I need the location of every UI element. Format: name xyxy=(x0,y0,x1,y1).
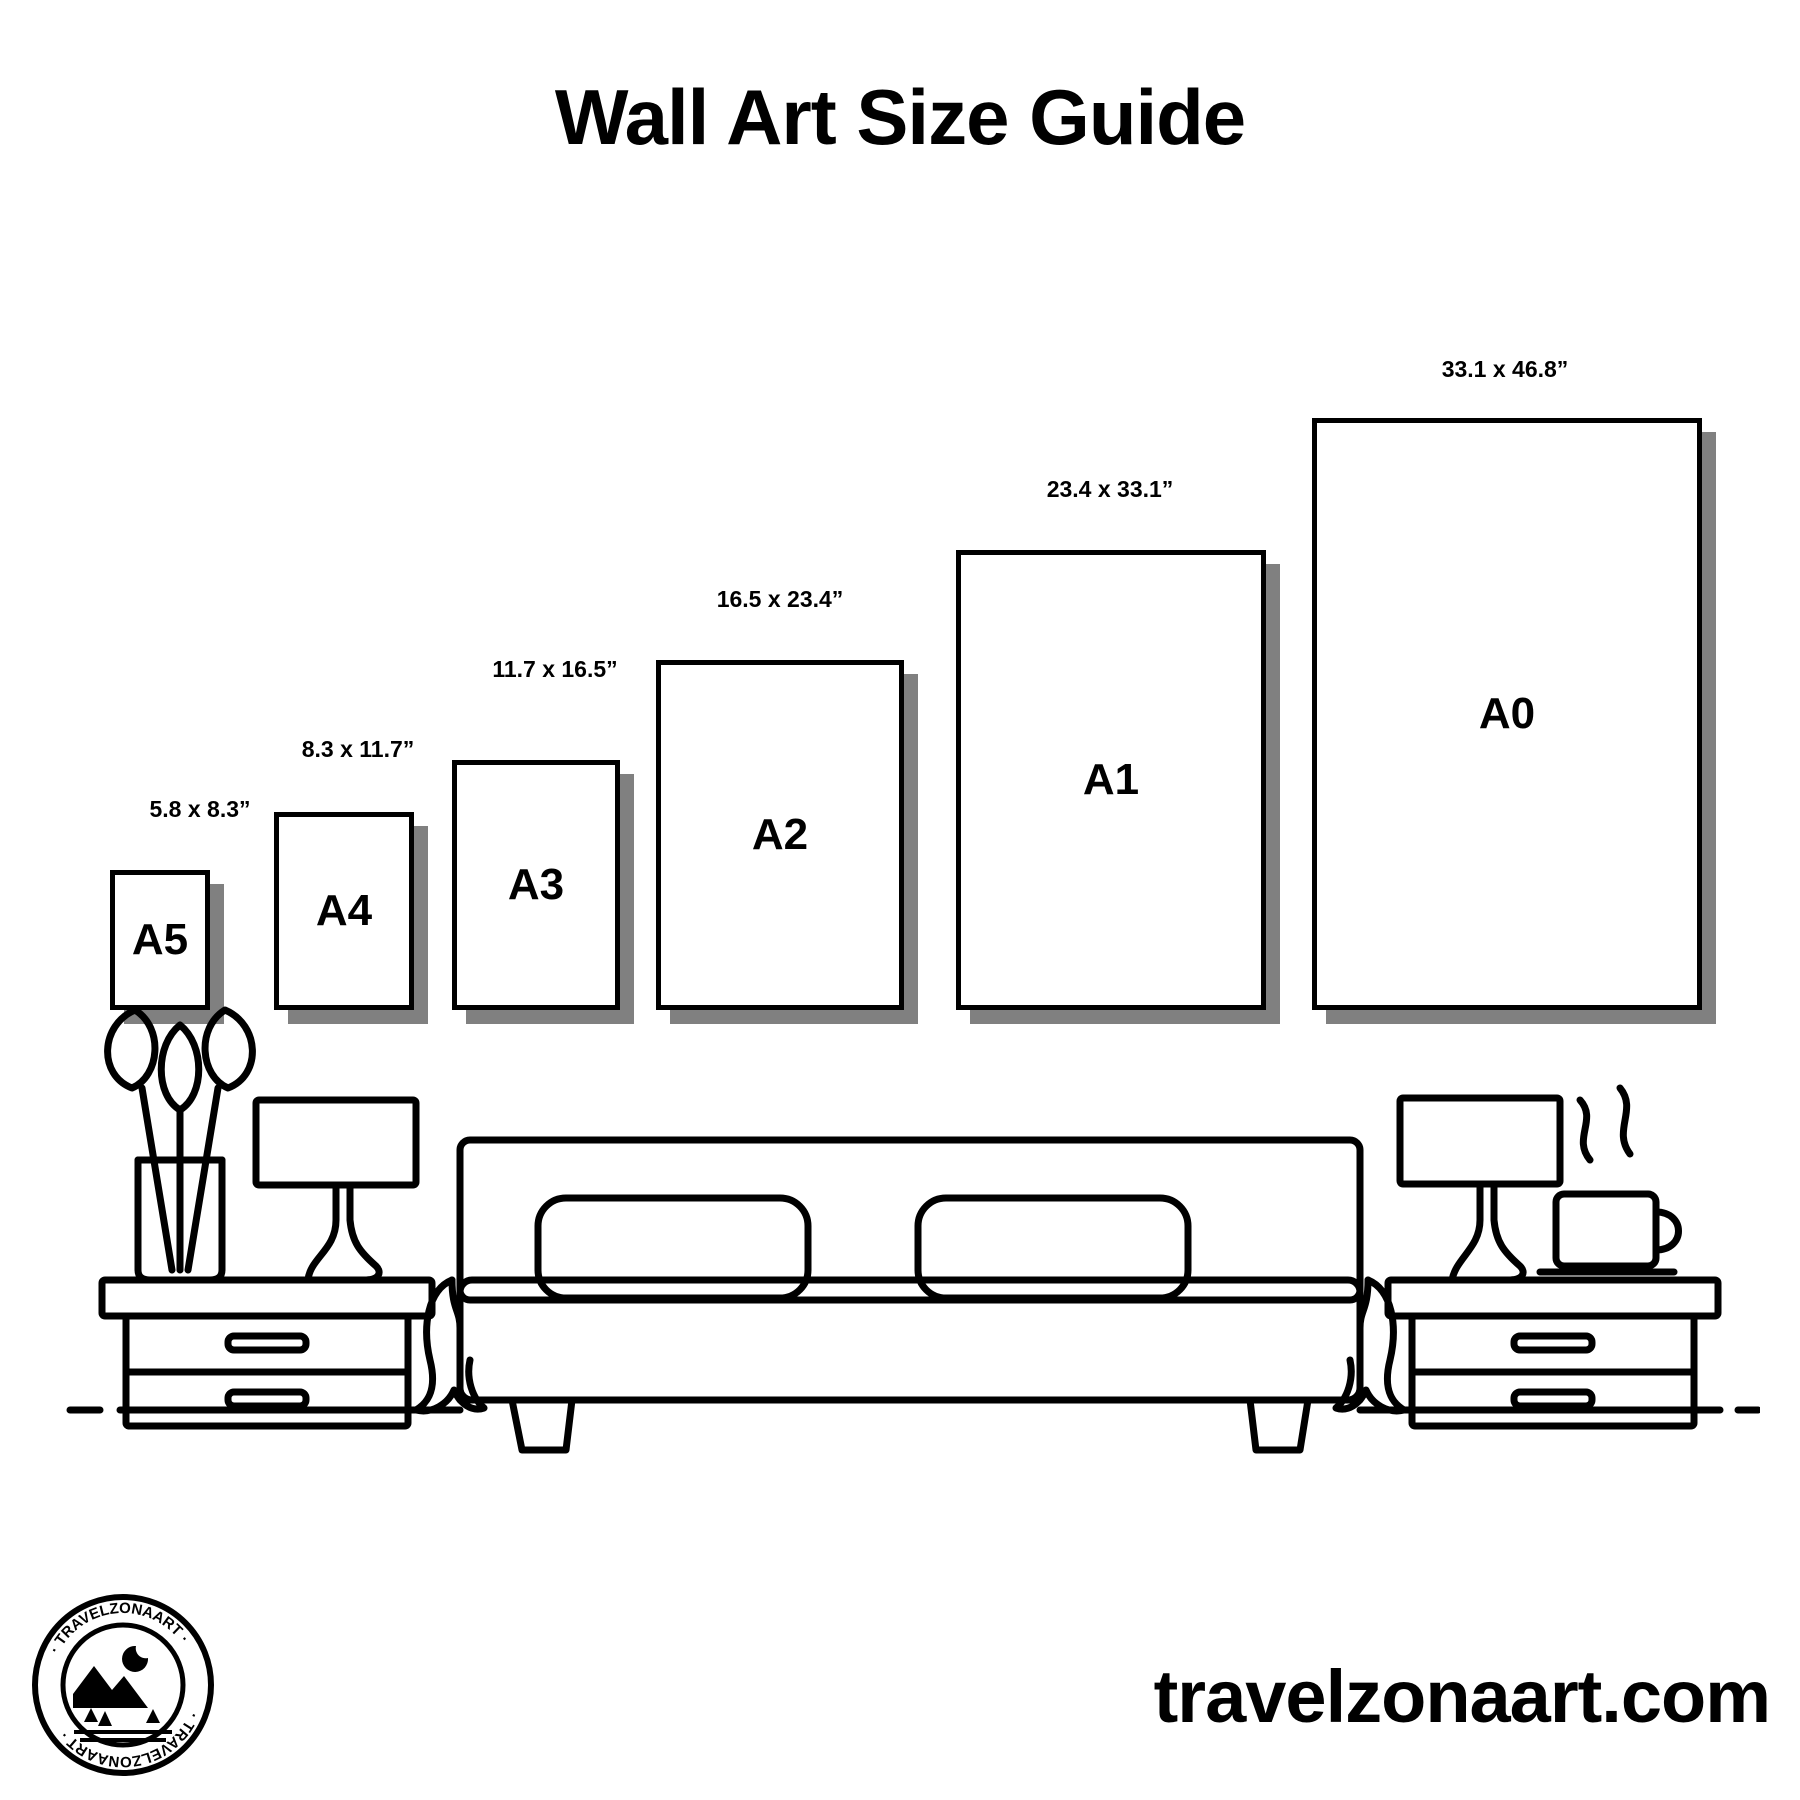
size-label-a0: 33.1 x 46.8” xyxy=(1441,356,1569,382)
logo-text-top: · TRAVELZONAART · xyxy=(46,1599,193,1657)
size-label-a2: 16.5 x 23.4” xyxy=(716,586,844,612)
site-url[interactable]: travelzonaart.com xyxy=(1153,1655,1770,1738)
bed-illustration xyxy=(416,1140,1404,1450)
frame-a1[interactable] xyxy=(956,550,1266,1010)
bed-leg-left xyxy=(512,1400,572,1450)
frame-name-a5: A5 xyxy=(131,915,189,964)
size-item-a2[interactable] xyxy=(630,586,930,1010)
bedroom-illustration xyxy=(60,980,1760,1500)
frame-a3[interactable] xyxy=(452,760,620,1010)
logo-text-bottom: · TRAVELZONAART · xyxy=(56,1709,202,1771)
size-item-a1[interactable] xyxy=(930,476,1290,1010)
steam-1 xyxy=(1580,1100,1590,1160)
logo-badge[interactable] xyxy=(28,1590,218,1780)
frame-box-a2[interactable] xyxy=(656,660,904,1010)
nightstand-left xyxy=(102,1280,432,1426)
size-label-a5: 5.8 x 8.3” xyxy=(149,796,251,822)
frame-name-a2: A2 xyxy=(751,810,809,859)
size-item-a0[interactable] xyxy=(1290,356,1720,1010)
frame-name-a0: A0 xyxy=(1478,689,1536,738)
size-comparison-row xyxy=(0,290,1800,1010)
frame-a2[interactable] xyxy=(656,660,904,1010)
frame-a0[interactable] xyxy=(1312,418,1702,1010)
size-label-a3: 11.7 x 16.5” xyxy=(492,656,618,682)
logo-tree-icon xyxy=(84,1708,160,1726)
lamp-icon-right xyxy=(1400,1098,1560,1280)
plant-icon xyxy=(108,1010,253,1280)
size-label-a1: 23.4 x 33.1” xyxy=(1046,476,1174,502)
frame-box-a3[interactable] xyxy=(452,760,620,1010)
frame-name-a3: A3 xyxy=(507,860,565,909)
logo-mountain-icon xyxy=(73,1666,148,1708)
steam-2 xyxy=(1620,1088,1630,1154)
drawer-handle-top-right xyxy=(1514,1336,1592,1350)
frame-box-a1[interactable] xyxy=(956,550,1266,1010)
size-label-a4: 8.3 x 11.7” xyxy=(301,736,415,762)
frame-box-a0[interactable] xyxy=(1312,418,1702,1010)
bed-leg-right xyxy=(1250,1400,1308,1450)
drawer-handle-bottom-right xyxy=(1514,1392,1592,1406)
drawer-handle-top-left xyxy=(228,1336,306,1350)
frame-name-a4: A4 xyxy=(315,886,373,935)
logo-moon-icon xyxy=(122,1646,148,1672)
drawer-handle-bottom-left xyxy=(228,1392,306,1406)
nightstand-right xyxy=(1388,1280,1718,1426)
lamp-icon-left xyxy=(256,1100,416,1280)
page-title: Wall Art Size Guide xyxy=(554,73,1246,161)
frame-name-a1: A1 xyxy=(1082,755,1140,804)
bed-headboard xyxy=(460,1140,1360,1300)
